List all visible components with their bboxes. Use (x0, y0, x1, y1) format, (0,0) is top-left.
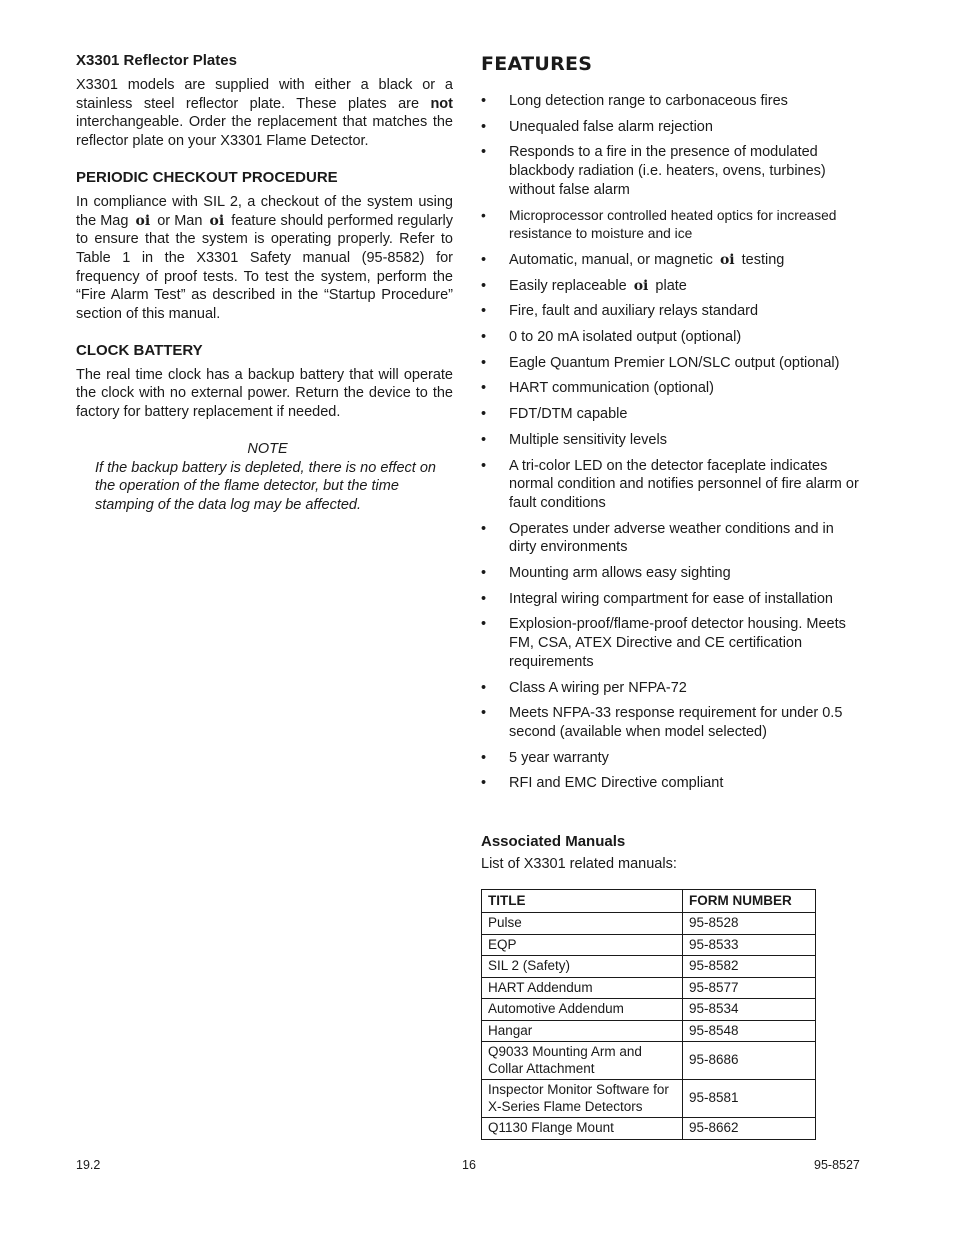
bullet-icon: • (481, 457, 487, 474)
oi-logo-icon: oi (633, 277, 649, 294)
manual-form-number-cell: 95-8582 (683, 956, 816, 978)
feature-item: • Responds to a fire in the presence of modulated blackbody radiation (i.e. heaters, ovens, turbines) without false alarm (481, 144, 826, 198)
bullet-icon: • (481, 679, 487, 696)
manual-title-cell: Q1130 Flange Mount (482, 1118, 683, 1140)
manual-title-cell: Hangar (482, 1020, 683, 1042)
feature-item: • Long detection range to carbonaceous fires (481, 93, 788, 109)
bullet-icon: • (481, 749, 487, 766)
column-header-title: TITLE (482, 890, 683, 913)
right-column (481, 52, 861, 1140)
table-header-row (482, 890, 816, 913)
battery-heading: CLOCK BATTERY (76, 341, 203, 359)
table-row (482, 956, 816, 978)
manual-form-number-cell: 95-8548 (683, 1020, 816, 1042)
manual-title-cell: EQP (482, 934, 683, 956)
checkout-heading: PERIODIC CHECKOUT PROCEDURE (76, 168, 338, 186)
bullet-icon: • (481, 329, 487, 346)
oi-logo-icon: oi (719, 251, 735, 268)
manuals-table (481, 889, 816, 1140)
feature-item: • Class A wiring per NFPA-72 (481, 679, 687, 696)
manual-form-number-cell: 95-8686 (683, 1042, 816, 1080)
bullet-icon: • (481, 705, 487, 722)
bullet-icon: • (481, 251, 487, 268)
bullet-icon: • (481, 775, 487, 792)
bullet-icon: • (481, 520, 487, 537)
feature-item: • Integral wiring compartment for ease of installation (481, 590, 833, 607)
manual-title-cell: HART Addendum (482, 977, 683, 999)
reflector-text: X3301 models are supplied with either a black or a stainless steel reflector plate. These plates are not interchangeable. Order the replacement that matches the reflector plate on your X3301 Flame Detector. (76, 77, 453, 150)
bullet-icon: • (481, 207, 486, 223)
left-column (76, 52, 453, 515)
feature-item: • Eagle Quantum Premier LON/SLC output (optional) (481, 354, 840, 371)
table-row (482, 999, 816, 1021)
table-row (482, 1118, 816, 1140)
bullet-icon: • (481, 144, 487, 161)
associated-heading: Associated Manuals (481, 833, 626, 851)
note-box (95, 440, 440, 515)
bullet-icon: • (481, 406, 487, 423)
feature-item: • 0 to 20 mA isolated output (optional) (481, 329, 742, 346)
feature-item: • Automatic, manual, or magnetic oi testing (481, 251, 785, 268)
bullet-icon: • (481, 431, 487, 448)
manual-title-cell: Automotive Addendum (482, 999, 683, 1021)
battery-section (76, 342, 453, 422)
bullet-icon: • (481, 616, 487, 633)
manual-form-number-cell: 95-8528 (683, 913, 816, 935)
feature-item: • Microprocessor controlled heated optics for increased resistance to moisture and ice (481, 207, 837, 242)
manual-form-number-cell: 95-8534 (683, 999, 816, 1021)
feature-item: • Easily replaceable oi plate (481, 277, 687, 294)
note-text: If the backup battery is depleted, there is no effect on the operation of the flame detector, but the time stamping of the data log may be affected. (95, 459, 436, 513)
feature-item: • HART communication (optional) (481, 380, 714, 397)
checkout-section (76, 169, 453, 324)
bullet-icon: • (481, 277, 487, 294)
manual-form-number-cell: 95-8577 (683, 977, 816, 999)
table-row (482, 934, 816, 956)
feature-item: • Operates under adverse weather conditions and in dirty environments (481, 520, 834, 556)
feature-item: • A tri-color LED on the detector faceplate indicates normal condition and notifies personnel of fire alarm or fault conditions (481, 457, 859, 511)
features-list (481, 92, 861, 793)
feature-item: • Mounting arm allows easy sighting (481, 565, 731, 582)
bullet-icon: • (481, 93, 487, 109)
table-row (482, 977, 816, 999)
table-row (482, 1080, 816, 1118)
feature-item: • Explosion-proof/flame-proof detector housing. Meets FM, CSA, ATEX Directive and CE certification requirements (481, 616, 846, 670)
reflector-heading: X3301 Reflector Plates (76, 52, 237, 69)
manual-form-number-cell: 95-8533 (683, 934, 816, 956)
checkout-text: In compliance with SIL 2, a checkout of the system using the Mag oi or Man oi feature should performed regularly to ensure that the system is operating properly. Refer to Table 1 in the X3301 Safety manual (95-8582) for frequency of proof tests. To test the system, perform the “Fire Alarm Test” as described in the “Startup Procedure” section of this manual. (76, 193, 454, 323)
bullet-icon: • (481, 565, 487, 582)
bullet-icon: • (481, 303, 487, 320)
manual-form-number-cell: 95-8581 (683, 1080, 816, 1118)
feature-item: • RFI and EMC Directive compliant (481, 775, 724, 792)
feature-item: • Unequaled false alarm rejection (481, 118, 713, 135)
bullet-icon: • (481, 354, 487, 371)
oi-logo-icon: oi (209, 212, 225, 229)
features-heading: FEATURES (481, 53, 593, 75)
feature-item: • FDT/DTM capable (481, 406, 628, 423)
table-row (482, 1020, 816, 1042)
footer-page-number: 16 (462, 1158, 476, 1172)
table-row (482, 913, 816, 935)
bullet-icon: • (481, 118, 487, 135)
column-header-form-number: FORM NUMBER (683, 890, 816, 913)
feature-item: • Multiple sensitivity levels (481, 431, 667, 448)
manual-title-cell: Inspector Monitor Software for X-Series Flame Detectors (482, 1080, 683, 1118)
footer-form-number: 95-8527 (814, 1158, 860, 1172)
bullet-icon: • (481, 590, 487, 607)
manual-form-number-cell: 95-8662 (683, 1118, 816, 1140)
bullet-icon: • (481, 380, 487, 397)
feature-item: • Fire, fault and auxiliary relays standard (481, 303, 759, 320)
note-title: NOTE (247, 440, 288, 457)
reflector-section (76, 52, 453, 151)
table-row (482, 1042, 816, 1080)
manual-title-cell: Pulse (482, 913, 683, 935)
manual-title-cell: SIL 2 (Safety) (482, 956, 683, 978)
battery-text: The real time clock has a backup battery that will operate the clock with no external power. Return the device to the factory for battery replacement if needed. (76, 366, 453, 421)
feature-item: • 5 year warranty (481, 749, 609, 766)
manual-title-cell: Q9033 Mounting Arm and Collar Attachment (482, 1042, 683, 1080)
associated-intro: List of X3301 related manuals: (481, 856, 677, 873)
footer-revision: 19.2 (76, 1158, 101, 1172)
oi-logo-icon: oi (135, 212, 151, 229)
feature-item: • Meets NFPA-33 response requirement for under 0.5 second (available when model selected) (481, 705, 843, 740)
